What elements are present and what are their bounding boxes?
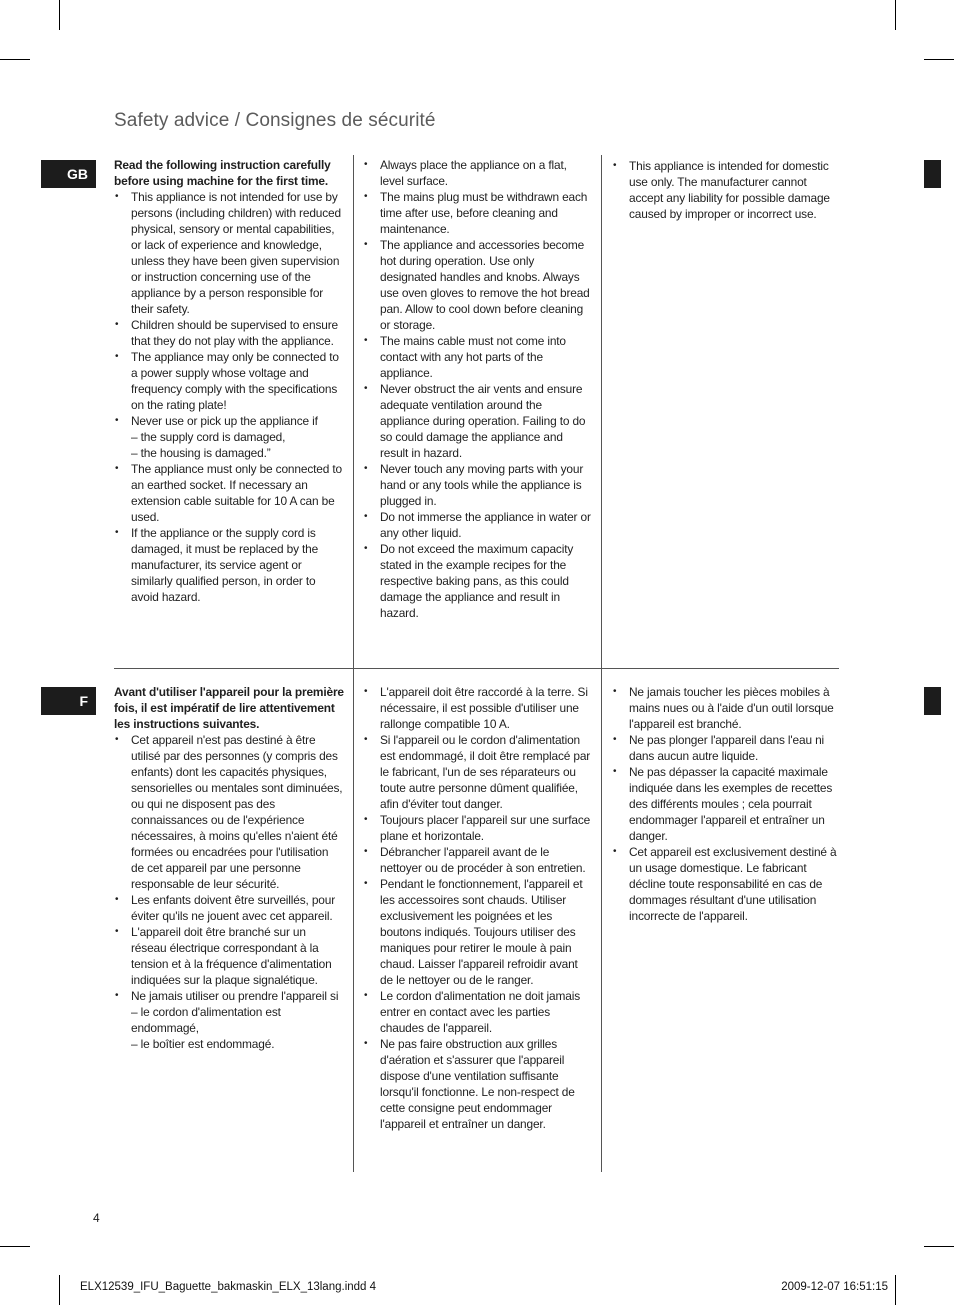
list-item-text: The mains cable must not come into contact with any hot parts of the appliance. (380, 334, 566, 380)
list-item (363, 157, 593, 189)
crop-mark (0, 1246, 30, 1247)
list-item (114, 461, 344, 525)
list-item-text: Never touch any moving parts with your hand or any tools while the appliance is plugged in. (380, 462, 584, 508)
fr-list-1 (114, 732, 344, 1052)
list-item-text: Do not immerse the appliance in water or any other liquid. (380, 510, 591, 540)
list-item-text: This appliance is not intended for use by persons (including children) with reduced physical, sensory or mental capabilities, or lack of experience and knowledge, unless they have been given supervision or instruction concerning use of the appliance by a person responsible for their safety. (131, 190, 341, 316)
list-item-text: If the appliance or the supply cord is damaged, it must be replaced by the manufacturer, its service agent or similarly qualified person, in order to avoid hazard. (131, 526, 319, 604)
list-item-text: Do not exceed the maximum capacity stated in the example recipes for the respective baking pans, as this could damage the appliance and result in hazard. (380, 542, 574, 620)
column-divider (353, 155, 354, 668)
list-item (363, 684, 593, 732)
list-item-text: The mains plug must be withdrawn each time after use, before cleaning and maintenance. (380, 190, 588, 236)
list-item-text: Le cordon d'alimentation ne doit jamais entrer en contact avec les parties chaudes de l'appareil. (380, 989, 581, 1035)
gb-intro: Read the following instruction carefully before using machine for the first time. (114, 158, 331, 188)
list-item-text: Never use or pick up the appliance if – the supply cord is damaged, – the housing is damaged.” (131, 414, 318, 460)
list-item (363, 732, 593, 812)
section-divider (114, 668, 839, 669)
footer-filename: ELX12539_IFU_Baguette_bakmaskin_ELX_13lang.indd 4 (80, 1281, 377, 1293)
list-item (612, 684, 840, 732)
list-item (363, 541, 593, 621)
list-item-text: Si l'appareil ou le cordon d'alimentation est endommagé, il doit être remplacé par le fabricant, l'un de ses réparateurs ou toute autre personne dûment qualifiée, afin d'éviter tout danger. (380, 733, 591, 811)
list-item (114, 189, 344, 317)
list-item-text: Cet appareil est exclusivement destiné à un usage domestique. Le fabricant décline toute responsabilité en cas de dommages résultant d'une utilisation incorrecte de l'appareil. (629, 845, 837, 923)
crop-mark (59, 0, 60, 30)
list-item (612, 844, 840, 924)
column-divider (353, 669, 354, 1172)
edge-tab-marker (924, 687, 941, 715)
list-item-text: Débrancher l'appareil avant de le nettoyer ou de procéder à son entretien. (380, 845, 586, 875)
list-item-text: The appliance and accessories become hot during operation. Use only designated handles and knobs. Always use oven gloves to remove the hot bread pan. Allow to cool down before cleaning or storage. (380, 238, 590, 332)
crop-mark (895, 1275, 896, 1305)
list-item (114, 349, 344, 413)
fr-column-1 (114, 684, 344, 1052)
list-item-text: Les enfants doivent être surveillés, pour éviter qu'ils ne jouent avec cet appareil. (131, 893, 336, 923)
list-item-text: Ne jamais utiliser ou prendre l'appareil si – le cordon d'alimentation est endommagé, – le boîtier est endommagé. (131, 989, 339, 1051)
list-item (363, 1036, 593, 1132)
list-item (612, 158, 840, 222)
list-item-text: Children should be supervised to ensure that they do not play with the appliance. (131, 318, 338, 348)
edge-tab-marker (924, 160, 941, 188)
page-title: Safety advice / Consignes de sécurité (114, 110, 436, 131)
list-item (363, 988, 593, 1036)
gb-list-2 (363, 157, 593, 621)
gb-list-1 (114, 189, 344, 605)
list-item-text: Ne jamais toucher les pièces mobiles à mains nues ou à l'aide d'un outil lorsque l'appareil est branché. (629, 685, 834, 731)
list-item-text: Pendant le fonctionnement, l'appareil et les accessoires sont chauds. Utiliser exclusivement les poignées et les boutons indiqués. Toujours utiliser des maniques pour retirer le moule à pain chaud. Laisser l'appareil refroidir avant de le nettoyer ou de le ranger. (380, 877, 583, 987)
list-item-text: Never obstruct the air vents and ensure adequate ventilation around the appliance during operation. Failing to do so could damage the appliance and result in hazard. (380, 382, 586, 460)
list-item-text: Ne pas faire obstruction aux grilles d'aération et s'assurer que l'appareil dispose d'une ventilation suffisante lorsqu'il fonctionne. Le non-respect de cette consigne peut endommager l'appareil et entraîner un danger. (380, 1037, 575, 1131)
page-number: 4 (93, 1211, 100, 1225)
list-item-text: The appliance may only be connected to a power supply whose voltage and frequency comply with the specifications on the rating plate! (131, 350, 339, 412)
list-item (612, 764, 840, 844)
fr-column-3 (612, 684, 840, 924)
list-item (363, 876, 593, 988)
list-item-text: Cet appareil n'est pas destiné à être utilisé par des personnes (y compris des enfants) dont les capacités physiques, sensorielles ou mentales sont diminuées, ou qui ne disposent pas des connaissances ou de l'expérience nécessaires, à moins qu'elles n'aient été formées ou encadrées pour l'utilisation de cet appareil par une personne responsable de leur sécurité. (131, 733, 343, 891)
crop-mark (895, 0, 896, 30)
list-item (114, 988, 344, 1052)
list-item (363, 381, 593, 461)
list-item (114, 525, 344, 605)
crop-mark (59, 1275, 60, 1305)
list-item (612, 732, 840, 764)
language-tab-f: F (41, 687, 96, 715)
crop-mark (924, 1246, 954, 1247)
gb-column-2 (363, 157, 593, 621)
list-item (114, 732, 344, 892)
fr-list-2 (363, 684, 593, 1132)
column-divider (601, 155, 602, 668)
gb-list-3 (612, 158, 840, 222)
fr-list-3 (612, 684, 840, 924)
list-item (114, 317, 344, 349)
list-item (363, 461, 593, 509)
language-tab-gb: GB (41, 160, 96, 188)
list-item (363, 189, 593, 237)
list-item (363, 333, 593, 381)
list-item (363, 237, 593, 333)
list-item-text: This appliance is intended for domestic use only. The manufacturer cannot accept any liability for possible damage caused by improper or incorrect use. (629, 159, 830, 221)
fr-column-2 (363, 684, 593, 1132)
list-item (114, 924, 344, 988)
crop-mark (924, 59, 954, 60)
list-item-text: Toujours placer l'appareil sur une surface plane et horizontale. (380, 813, 591, 843)
list-item-text: Ne pas dépasser la capacité maximale indiquée dans les exemples de recettes des différents moules ; cela pourrait endommager l'appareil et entraîner un danger. (629, 765, 833, 843)
list-item (363, 844, 593, 876)
list-item (363, 509, 593, 541)
list-item (114, 413, 344, 461)
footer-timestamp: 2009-12-07 16:51:15 (781, 1281, 888, 1293)
crop-mark (0, 59, 30, 60)
gb-column-3 (612, 158, 840, 222)
list-item-text: Always place the appliance on a flat, level surface. (380, 158, 567, 188)
list-item (114, 892, 344, 924)
list-item-text: The appliance must only be connected to an earthed socket. If necessary an extension cable suitable for 10 A can be used. (131, 462, 342, 524)
column-divider (601, 669, 602, 1172)
gb-column-1 (114, 157, 344, 605)
list-item-text: L'appareil doit être branché sur un réseau électrique correspondant à la tension et à la fréquence d'alimentation indiquées sur la plaque signalétique. (131, 925, 332, 987)
fr-intro: Avant d'utiliser l'appareil pour la première fois, il est impératif de lire attentivement les instructions suivantes. (114, 685, 344, 731)
list-item-text: L'appareil doit être raccordé à la terre. Si nécessaire, il est possible d'utiliser une rallonge compatible 10 A. (380, 685, 588, 731)
list-item (363, 812, 593, 844)
list-item-text: Ne pas plonger l'appareil dans l'eau ni dans aucun autre liquide. (629, 733, 825, 763)
